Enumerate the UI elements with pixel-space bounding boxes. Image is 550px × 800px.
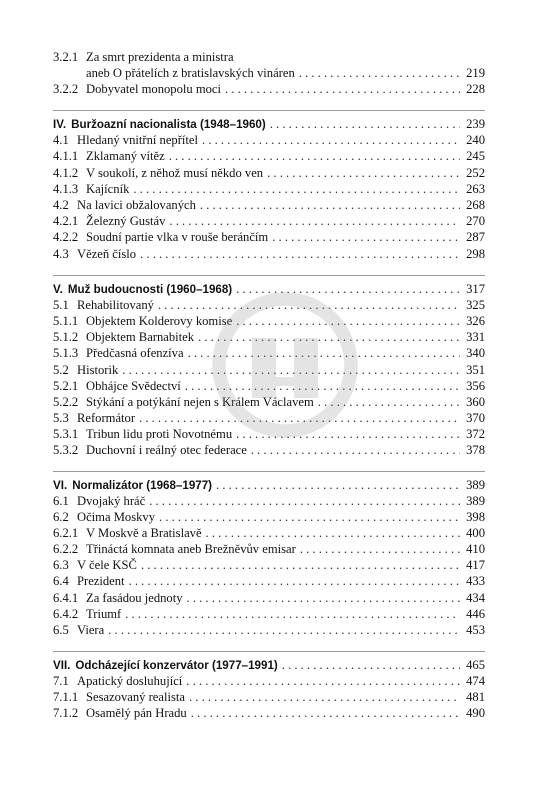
toc-chapter-heading [53,479,485,492]
toc-entry-number: 4.2.2 [53,230,79,244]
toc-entry-title: Dobyvatel monopolu moci [86,82,222,96]
toc-entry [53,248,485,261]
toc-entry-number: 5.2 [53,363,69,377]
toc-entry-number: 4.1.1 [53,149,79,163]
toc-entry-number: 5.2.1 [53,379,79,393]
toc-page-number: 417 [466,558,485,572]
toc-entry-title: V soukolí, z něhož musí někdo ven [86,166,264,180]
toc-entry-title: Železný Gustáv [86,214,166,228]
dot-leader [141,559,460,572]
dot-leader [267,167,460,180]
toc-page-number: 433 [466,574,485,588]
dot-leader [202,134,460,147]
toc-page-number: 340 [466,346,485,360]
dot-leader [272,231,460,244]
toc-entry-title: Za smrt prezidenta a ministra [86,50,234,64]
section-divider [53,651,485,652]
toc-entry-title: Apatický dosluhující [77,674,183,688]
toc-entry-title: Muž budoucnosti (1960–1968) [67,283,233,296]
toc-page-number: 270 [466,214,485,228]
toc-entry [53,134,485,147]
toc-entry-number: 3.2.1 [53,50,79,64]
toc-entry-number: 5.3.1 [53,427,79,441]
toc-entry-title: Za fasádou jednoty [86,591,183,605]
toc-entry-number: 5.1.2 [53,330,79,344]
dot-leader [282,659,460,672]
toc-entry-title: Buržoazní nacionalista (1948–1960) [71,118,266,131]
dot-leader [186,675,460,688]
toc-entry-number: 4.1.3 [53,182,79,196]
toc-entry-number: 6.1 [53,494,69,508]
toc-page-number: 245 [466,149,485,163]
toc-entry [53,624,485,637]
toc-page-number: 331 [466,330,485,344]
toc-page-number: 490 [466,706,485,720]
toc-page-number: 239 [466,117,485,131]
dot-leader [140,248,460,261]
toc-entry-number: IV. [53,118,67,131]
toc-entry [53,675,485,688]
toc-entry-title: Kajícník [86,182,130,196]
toc-entry-title: Očima Moskvy [77,510,156,524]
toc-chapter-heading [53,659,485,672]
toc-entry-title: Historik [77,363,119,377]
toc-entry-number: 5.3.2 [53,443,79,457]
toc-page-number: 453 [466,623,485,637]
toc-page-number: 360 [466,395,485,409]
toc-page-number: 228 [466,82,485,96]
toc-entry [53,559,485,572]
toc-page-number: 372 [466,427,485,441]
toc-entry-number: V. [53,283,63,296]
toc-entry [53,183,485,196]
toc-entry-title: V Moskvě a Bratislavě [86,526,202,540]
toc-entry-number: 4.2.1 [53,214,79,228]
toc-entry-title: Třináctá komnata aneb Brežněvův emisar [86,542,296,556]
dot-leader [169,215,460,228]
toc-chapter-heading [53,118,485,131]
toc-page-number: 378 [466,443,485,457]
toc-entry [53,495,485,508]
section-divider [53,471,485,472]
toc-entry [53,150,485,163]
toc-entry [53,511,485,524]
toc-entry-number: 5.2.2 [53,395,79,409]
toc-entry-title: Viera [77,623,105,637]
toc-entry [53,51,485,64]
toc-entry [53,215,485,228]
toc-entry-title: Hledaný vnitřní nepřítel [77,133,199,147]
toc-entry-number: 6.2 [53,510,69,524]
toc-entry-number: 4.1.2 [53,166,79,180]
toc-entry-title: Triumf [86,607,122,621]
dot-leader [187,592,461,605]
toc-entry-number: 4.3 [53,247,69,261]
toc-page-number: 481 [466,690,485,704]
toc-entry [53,707,485,720]
toc-entry-number: 7.1 [53,674,69,688]
toc-page-number: 268 [466,198,485,212]
watermark-logo-icon [210,290,360,440]
dot-leader [200,199,460,212]
toc-entry-number: 6.5 [53,623,69,637]
toc-page-number: 263 [466,182,485,196]
toc-entry-title: Objektem Kolderovy komise [86,314,233,328]
toc-entry-title: Reformátor [77,411,136,425]
toc-entry-title: Osamělý pán Hradu [86,706,187,720]
toc-entry-title: Tribun lidu proti Novotnému [86,427,233,441]
toc-entry-title: Obhájce Svědectví [86,379,181,393]
toc-entry-number: VII. [53,659,71,672]
dot-leader [129,575,461,588]
toc-entry [53,231,485,244]
toc-entry [53,527,485,540]
section-divider [53,275,485,276]
toc-page-number: 325 [466,298,485,312]
toc-entry-number: 3.2.2 [53,82,79,96]
toc-entry-number: VI. [53,479,68,492]
dot-leader [159,511,460,524]
dot-leader [169,150,460,163]
toc-page-number: 446 [466,607,485,621]
toc-page-number: 389 [466,494,485,508]
toc-entry [53,691,485,704]
dot-leader [125,608,460,621]
toc-entry-title: Odcházející konzervátor (1977–1991) [75,659,278,672]
toc-entry-title: Sesazovaný realista [86,690,185,704]
toc-page-number: 351 [466,363,485,377]
dot-leader [216,479,460,492]
toc-entry-title: Objektem Barnabitek [86,330,195,344]
section-divider [53,110,485,111]
toc-entry-number: 6.2.2 [53,542,79,556]
toc-page-number: 326 [466,314,485,328]
toc-entry-number: 6.2.1 [53,526,79,540]
toc-entry-title: Stýkání a potýkání nejen s Králem Václavem [86,395,314,409]
dot-leader [149,495,460,508]
dot-leader [191,707,460,720]
toc-entry-number: 7.1.2 [53,706,79,720]
toc-page-number: 240 [466,133,485,147]
toc-page-number: 398 [466,510,485,524]
toc-page-number: 389 [466,478,485,492]
toc-entry-title: Vězeň číslo [77,247,137,261]
dot-leader [189,691,460,704]
toc-entry [53,83,485,96]
dot-leader [299,67,460,80]
toc-entry [53,199,485,212]
toc-entry [53,67,485,80]
toc-entry-number: 6.4 [53,574,69,588]
toc-entry-number: 6.4.1 [53,591,79,605]
dot-leader [133,183,460,196]
toc-page-number: 434 [466,591,485,605]
toc-entry-title: Předčasná ofenzíva [86,346,184,360]
dot-leader [225,83,460,96]
toc-entry-number: 7.1.1 [53,690,79,704]
toc-page-number: 410 [466,542,485,556]
toc-entry-number: 6.4.2 [53,607,79,621]
dot-leader [108,624,460,637]
toc-entry-number: 5.1 [53,298,69,312]
toc-page-number: 287 [466,230,485,244]
toc-entry-title: Na lavici obžalovaných [77,198,196,212]
toc-entry [53,592,485,605]
toc-page-number: 219 [466,66,485,80]
toc-entry-title: Normalizátor (1968–1977) [72,479,213,492]
toc-page-number: 465 [466,658,485,672]
toc-entry-title: aneb O přátelích z bratislavských vináren [86,66,295,80]
toc-entry [53,608,485,621]
toc-page-number: 356 [466,379,485,393]
toc-entry-number: 4.2 [53,198,69,212]
toc-entry-title: Dvojaký hráč [77,494,146,508]
toc-entry-title: Soudní partie vlka v rouše beránčím [86,230,269,244]
toc-page-number: 400 [466,526,485,540]
toc-entry-title: V čele KSČ [77,558,137,572]
toc-page-number: 252 [466,166,485,180]
dot-leader [251,444,460,457]
dot-leader [206,527,461,540]
toc-entry-number: 4.1 [53,133,69,147]
toc-page-number: 370 [466,411,485,425]
toc-entry-number: 6.3 [53,558,69,572]
toc-entry-title: Duchovní i reálný otec federace [86,443,247,457]
toc-entry-number: 5.1.1 [53,314,79,328]
toc-entry [53,444,485,457]
toc-entry-title: Prezident [77,574,125,588]
toc-entry-number: 5.1.3 [53,346,79,360]
toc-page-number: 298 [466,247,485,261]
toc-entry [53,167,485,180]
dot-leader [300,543,460,556]
toc-entry-title: Rehabilitovaný [77,298,154,312]
toc-page-number: 317 [466,282,485,296]
toc-entry [53,575,485,588]
toc-entry-number: 5.3 [53,411,69,425]
dot-leader [270,118,460,131]
toc-page-number: 474 [466,674,485,688]
toc-entry-title: Zklamaný vítěz [86,149,165,163]
toc-entry [53,543,485,556]
